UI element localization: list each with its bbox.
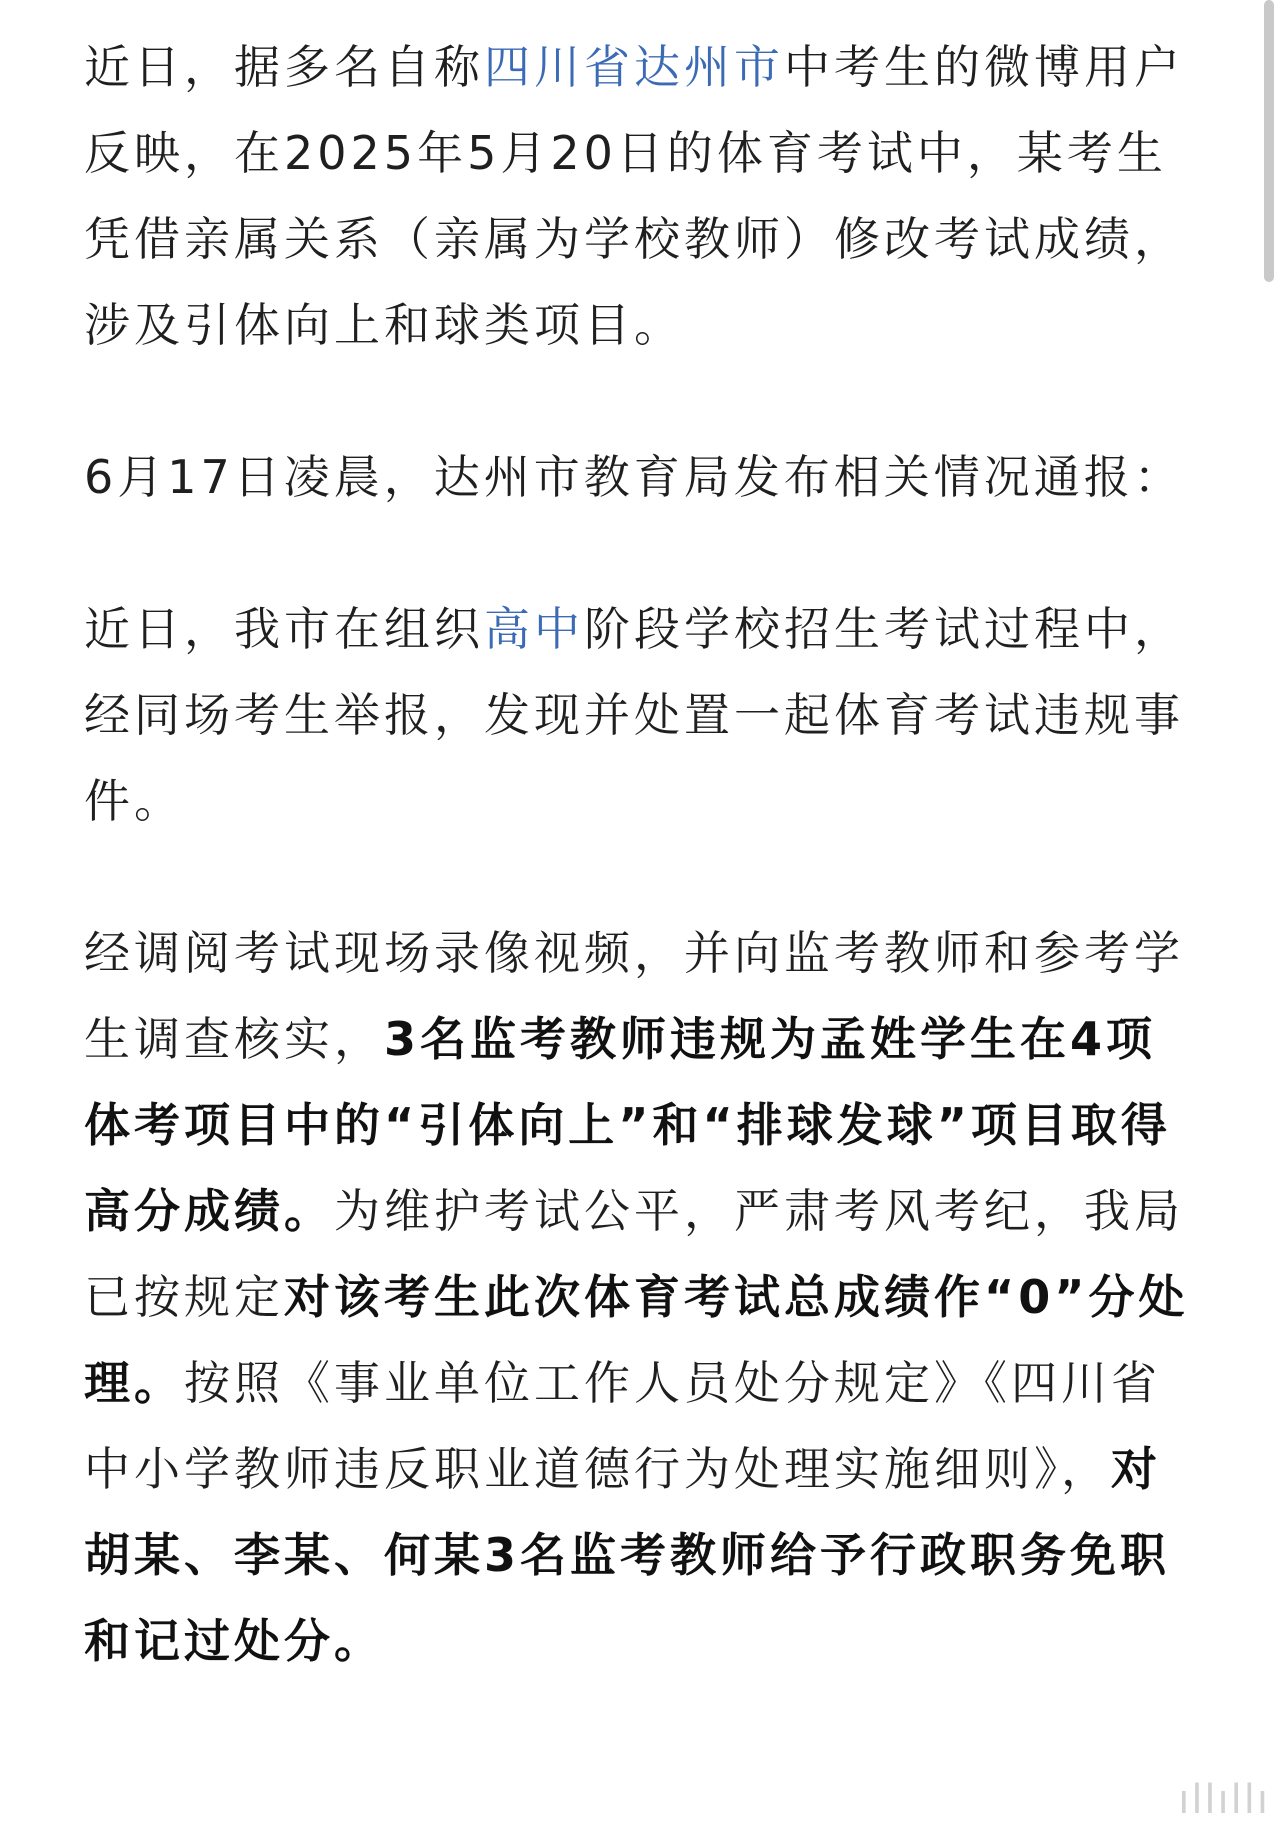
paragraph-findings-text-2: 为维护考试公平，严肃考风考纪，我局已按规定	[84, 1184, 1184, 1324]
paragraph-findings-bold-2: 学生在4项体考项目中的“引体向上”和“排球发球”项目取得高分成绩。	[84, 1012, 1171, 1238]
paragraph-announcement	[84, 434, 1190, 520]
location-link[interactable]: 四川省达州市	[484, 40, 784, 94]
paragraph-notice	[84, 586, 1190, 844]
watermark-glyph-icon: ıllıllı	[1178, 1777, 1270, 1823]
paragraph-intro-text-1: 近日，据多名自称	[84, 40, 484, 94]
paragraph-intro-text-2: 中考生的微博用户反映，在2025年5月20日的体育考试中，某考生凭借亲属关系（亲属为学校教师）修改考试成绩，涉及引体向上和球类项目。	[84, 40, 1184, 352]
paragraph-findings-text-3: 按照《事业单位工作人员处分规定》《四川省中小学教师违反职业道德行为处理实施细则》，	[84, 1356, 1161, 1496]
article-body	[84, 24, 1190, 1684]
paragraph-findings-bold-1: 3名监考教师违规为	[384, 1012, 821, 1066]
paragraph-notice-text-2: 阶段学校招生考试过程中，经同场考生举报，发现并处置一起体育考试违规事件。	[84, 602, 1184, 828]
high-school-link[interactable]: 高中	[484, 602, 584, 656]
vertical-scrollbar[interactable]	[1264, 0, 1274, 282]
paragraph-findings-text-1: 经调阅考试现场录像视频，并向监考教师和参考学生调查核实，	[84, 926, 1184, 1066]
paragraph-findings-bold-3: 对该考生此次体育考试总成绩作“0”分处理。	[84, 1270, 1189, 1410]
paragraph-intro	[84, 24, 1190, 368]
paragraph-notice-text-1: 近日，我市在组织	[84, 602, 484, 656]
paragraph-announcement-text: 6月17日凌晨，达州市教育局发布相关情况通报：	[84, 450, 1184, 504]
paragraph-findings-bold-4: 对胡某、李某、何某3名监考教师给予行政职务免职和记过处分。	[84, 1442, 1171, 1668]
paragraph-findings	[84, 910, 1190, 1684]
surname-link[interactable]: 孟姓	[820, 1012, 921, 1066]
